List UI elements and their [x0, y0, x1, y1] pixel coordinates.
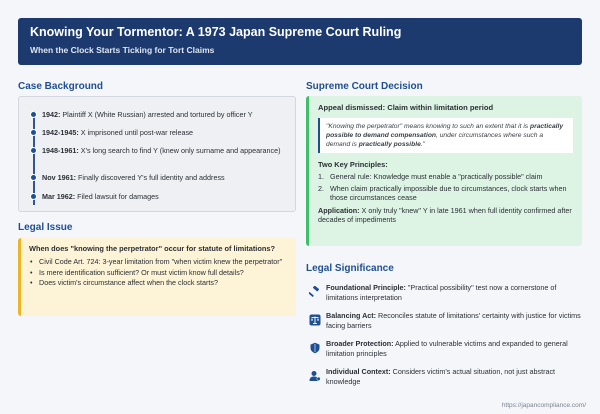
significance-item: Foundational Principle: "Practical possibility" test now a cornerstone of limitations interpretation — [306, 283, 582, 307]
decision-heading: Supreme Court Decision — [306, 81, 423, 92]
list-item: 1. General rule: Knowledge must enable a "practically possible" claim — [318, 172, 543, 181]
list-item: • Is mere identification sufficient? Or must victim know full details? — [29, 268, 288, 278]
timeline-dot — [30, 174, 37, 181]
timeline-dot — [30, 147, 37, 154]
timeline-item: 1948-1961: X's long search to find Y (knew only surname and appearance) — [27, 146, 289, 156]
header-banner — [18, 18, 582, 65]
timeline-dot — [30, 129, 37, 136]
timeline-item: 1942-1945: X imprisoned until post-war release — [27, 128, 289, 138]
page-subtitle: When the Clock Starts Ticking for Tort Claims — [30, 45, 215, 55]
user-context-icon — [309, 369, 321, 381]
case-timeline — [18, 96, 296, 212]
legal-issue-heading: Legal Issue — [18, 222, 73, 233]
significance-item: Balancing Act: Reconciles statute of limitations' certainty with justice for victims facing barriers — [306, 311, 582, 335]
case-background-heading: Case Background — [18, 81, 104, 92]
timeline-item: Nov 1961: Finally discovered Y's full identity and address — [27, 173, 289, 183]
decision-box — [306, 96, 582, 246]
balance-scale-icon — [309, 313, 321, 325]
timeline-line — [33, 111, 35, 205]
legal-issue-box — [18, 238, 296, 316]
decision-headline: Appeal dismissed: Claim within limitation period — [318, 103, 494, 112]
list-item: • Civil Code Art. 724: 3-year limitation from "when victim knew the perpetrator" — [29, 257, 288, 267]
significance-heading: Legal Significance — [306, 263, 394, 274]
issue-list — [29, 257, 288, 288]
decision-quote: "Knowing the perpetrator" means knowing to such an extent that it is practically possible to demand compensation, under circumstances where such a demand is practically possible." — [318, 118, 573, 153]
timeline-item: Mar 1962: Filed lawsuit for damages — [27, 192, 289, 202]
footer-url: https://japancompliance.com/ — [501, 402, 586, 409]
key-principles-heading: Two Key Principles: — [318, 160, 388, 169]
issue-question: When does "knowing the perpetrator" occur for statute of limitations? — [29, 244, 275, 253]
shield-icon — [309, 341, 321, 353]
application-note: Application: X only truly "knew" Y in late 1961 when full identity confirmed after decades of impediments — [318, 205, 572, 224]
significance-item: Individual Context: Considers victim's actual situation, not just abstract knowledge — [306, 367, 582, 391]
gavel-icon — [309, 285, 321, 297]
key-principles-list — [318, 172, 573, 203]
timeline-dot — [30, 111, 37, 118]
list-item: • Does victim's circumstance affect when the clock starts? — [29, 278, 288, 288]
timeline-item: 1942: Plaintiff X (White Russian) arrested and tortured by officer Y — [27, 110, 289, 120]
page-title: Knowing Your Tormentor: A 1973 Japan Supreme Court Ruling — [30, 25, 402, 39]
significance-item: Broader Protection: Applied to vulnerable victims and expanded to general limitation principles — [306, 339, 582, 363]
list-item: 2. When claim practically impossible due to circumstances, clock starts when those circumstances cease — [318, 183, 567, 202]
timeline-dot — [30, 193, 37, 200]
